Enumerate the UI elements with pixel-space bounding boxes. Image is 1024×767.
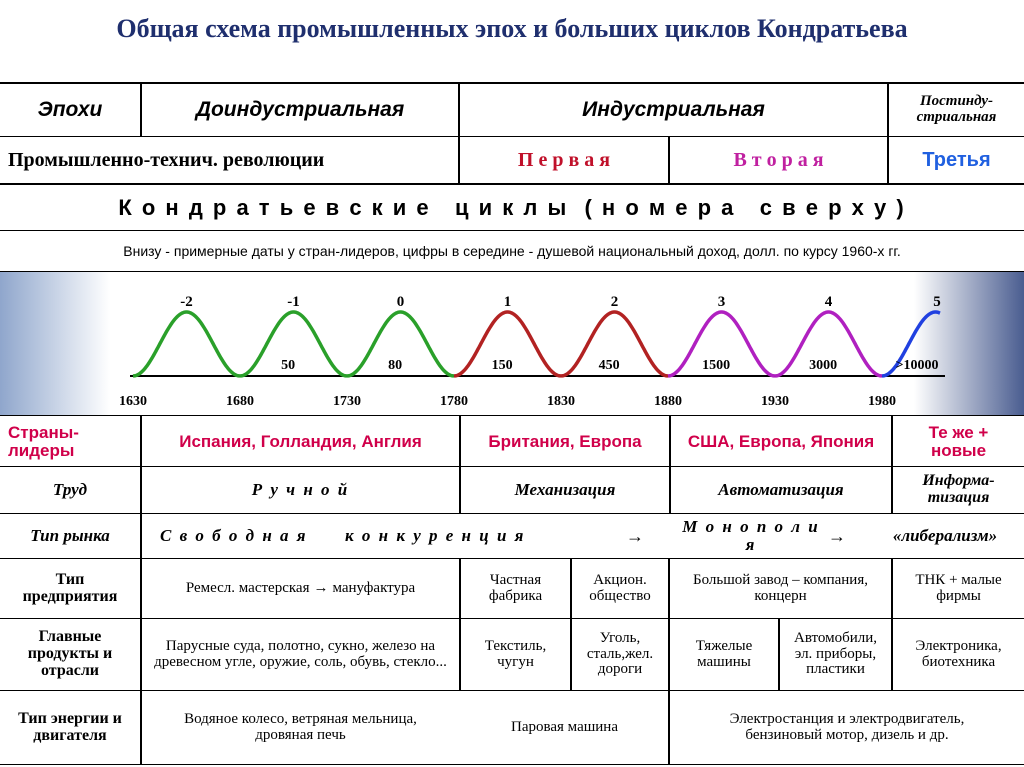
enterprise-tnk: ТНК + малые фирмы bbox=[915, 571, 1002, 604]
arrow-right-icon: → bbox=[626, 525, 644, 546]
cycle-number: 3 bbox=[717, 294, 726, 310]
wave-segment bbox=[133, 312, 240, 376]
enterprise-preindustrial bbox=[142, 559, 459, 618]
enterprise-private-factory: Частная фабрика bbox=[488, 571, 543, 604]
products-textile: Текстиль, чугун bbox=[484, 637, 547, 670]
income-label: 1500 bbox=[702, 358, 731, 373]
leaders-first: Британия, Европа bbox=[488, 431, 642, 451]
cycle-number: 2 bbox=[610, 294, 619, 310]
year-label: 1680 bbox=[226, 394, 254, 409]
products-automobiles: Автомобили, эл. приборы, пластики bbox=[793, 629, 878, 678]
year-label: 1780 bbox=[440, 394, 468, 409]
arrow-right-icon: → bbox=[313, 579, 329, 596]
epochs-label: Эпохи bbox=[37, 97, 103, 121]
income-label: 80 bbox=[388, 358, 403, 373]
cycle-number: 4 bbox=[824, 294, 833, 310]
income-label: 50 bbox=[281, 358, 296, 373]
band-left-shade bbox=[0, 272, 110, 415]
year-label: 1730 bbox=[333, 394, 361, 409]
energy-steam: Паровая машина bbox=[511, 718, 618, 735]
epoch-preindustrial: Доиндустриальная bbox=[195, 97, 405, 121]
leaders-post: Те же + новые bbox=[928, 422, 989, 460]
epoch-industrial: Индустриальная bbox=[582, 97, 765, 121]
income-label: 450 bbox=[598, 358, 620, 373]
cycle-number: 5 bbox=[933, 294, 941, 310]
enterprise-big-plant: Большой завод – компания, концерн bbox=[693, 571, 868, 604]
cycle-number: 1 bbox=[503, 294, 512, 310]
market-liberalism: «либерализм» bbox=[892, 526, 998, 546]
labor-first: Механизация bbox=[514, 480, 616, 500]
arrow-right-icon: → bbox=[828, 525, 846, 546]
labor-post: Информа-тизация bbox=[922, 472, 995, 506]
enterprise-label: Тип предприятия bbox=[22, 570, 118, 605]
cycles-heading: К о н д р а т ь е в с к и е ц и к л ы ( н о м е р а с в е р х у ) bbox=[118, 194, 906, 220]
year-label: 1980 bbox=[868, 394, 896, 409]
enterprise-joint-stock: Акцион. общество bbox=[589, 571, 651, 604]
products-heavy-machines: Тяжелые машины bbox=[695, 637, 753, 670]
revolutions-label: Промышленно-технич. революции bbox=[8, 148, 325, 171]
products-coal: Уголь, сталь,жел. дороги bbox=[586, 629, 654, 678]
labor-second: Автоматизация bbox=[718, 480, 844, 500]
market-monopoly: М о н о п о л и я bbox=[682, 517, 820, 554]
income-label: >10000 bbox=[895, 358, 939, 373]
energy-preindustrial: Водяное колесо, ветряная мельница, дровяная печь bbox=[184, 710, 417, 743]
year-label: 1930 bbox=[761, 394, 789, 409]
revolution-first: П е р в а я bbox=[517, 148, 611, 171]
band-right-shade bbox=[914, 272, 1024, 415]
market-free-competition: С в о б о д н а я к о н к у р е н ц и я bbox=[160, 526, 526, 546]
energy-label: Тип энергии и двигателя bbox=[18, 709, 122, 744]
cycles-note: Внизу - примерные даты у стран-лидеров, цифры в середине - душевой национальный доход, долл. по курсу 1960-х гг. bbox=[123, 242, 901, 259]
divider bbox=[0, 764, 1024, 765]
energy-electric: Электростанция и электродвигатель, бензиновый мотор, дизель и др. bbox=[729, 710, 965, 743]
year-label: 1880 bbox=[654, 394, 682, 409]
page-title: Общая схема промышленных эпох и больших циклов Кондратьева bbox=[116, 14, 908, 43]
leaders-preindustrial: Испания, Голландия, Англия bbox=[179, 431, 422, 451]
products-preindustrial: Парусные суда, полотно, сукно, железо на древесном угле, оружие, соль, обувь, стекло... bbox=[154, 637, 447, 670]
divider bbox=[0, 415, 1024, 416]
enterprise-workshop: Ремесл. мастерская bbox=[185, 579, 310, 596]
epoch-postindustrial: Постинду-стриальная bbox=[916, 93, 997, 125]
products-electronics: Электроника, биотехника bbox=[915, 637, 1002, 670]
cycle-number: 0 bbox=[396, 294, 405, 310]
leaders-label: Страны-лидеры bbox=[8, 422, 79, 460]
revolution-second: В т о р а я bbox=[733, 148, 824, 171]
products-label: Главные продукты и отрасли bbox=[27, 628, 113, 679]
income-label: 3000 bbox=[809, 358, 838, 373]
revolution-third: Третья bbox=[922, 148, 991, 171]
year-label: 1830 bbox=[547, 394, 575, 409]
cycle-number: -1 bbox=[287, 294, 300, 310]
enterprise-manufactory: мануфактура bbox=[332, 579, 416, 596]
market-label: Тип рынка bbox=[30, 526, 110, 546]
leaders-second: США, Европа, Япония bbox=[687, 431, 875, 451]
labor-preindustrial: Р у ч н о й bbox=[251, 480, 350, 500]
year-label: 1630 bbox=[119, 394, 147, 409]
income-label: 150 bbox=[491, 358, 513, 373]
kondratiev-wave-chart bbox=[0, 272, 1024, 415]
labor-label: Труд bbox=[52, 480, 88, 500]
cycle-number: -2 bbox=[180, 294, 193, 310]
